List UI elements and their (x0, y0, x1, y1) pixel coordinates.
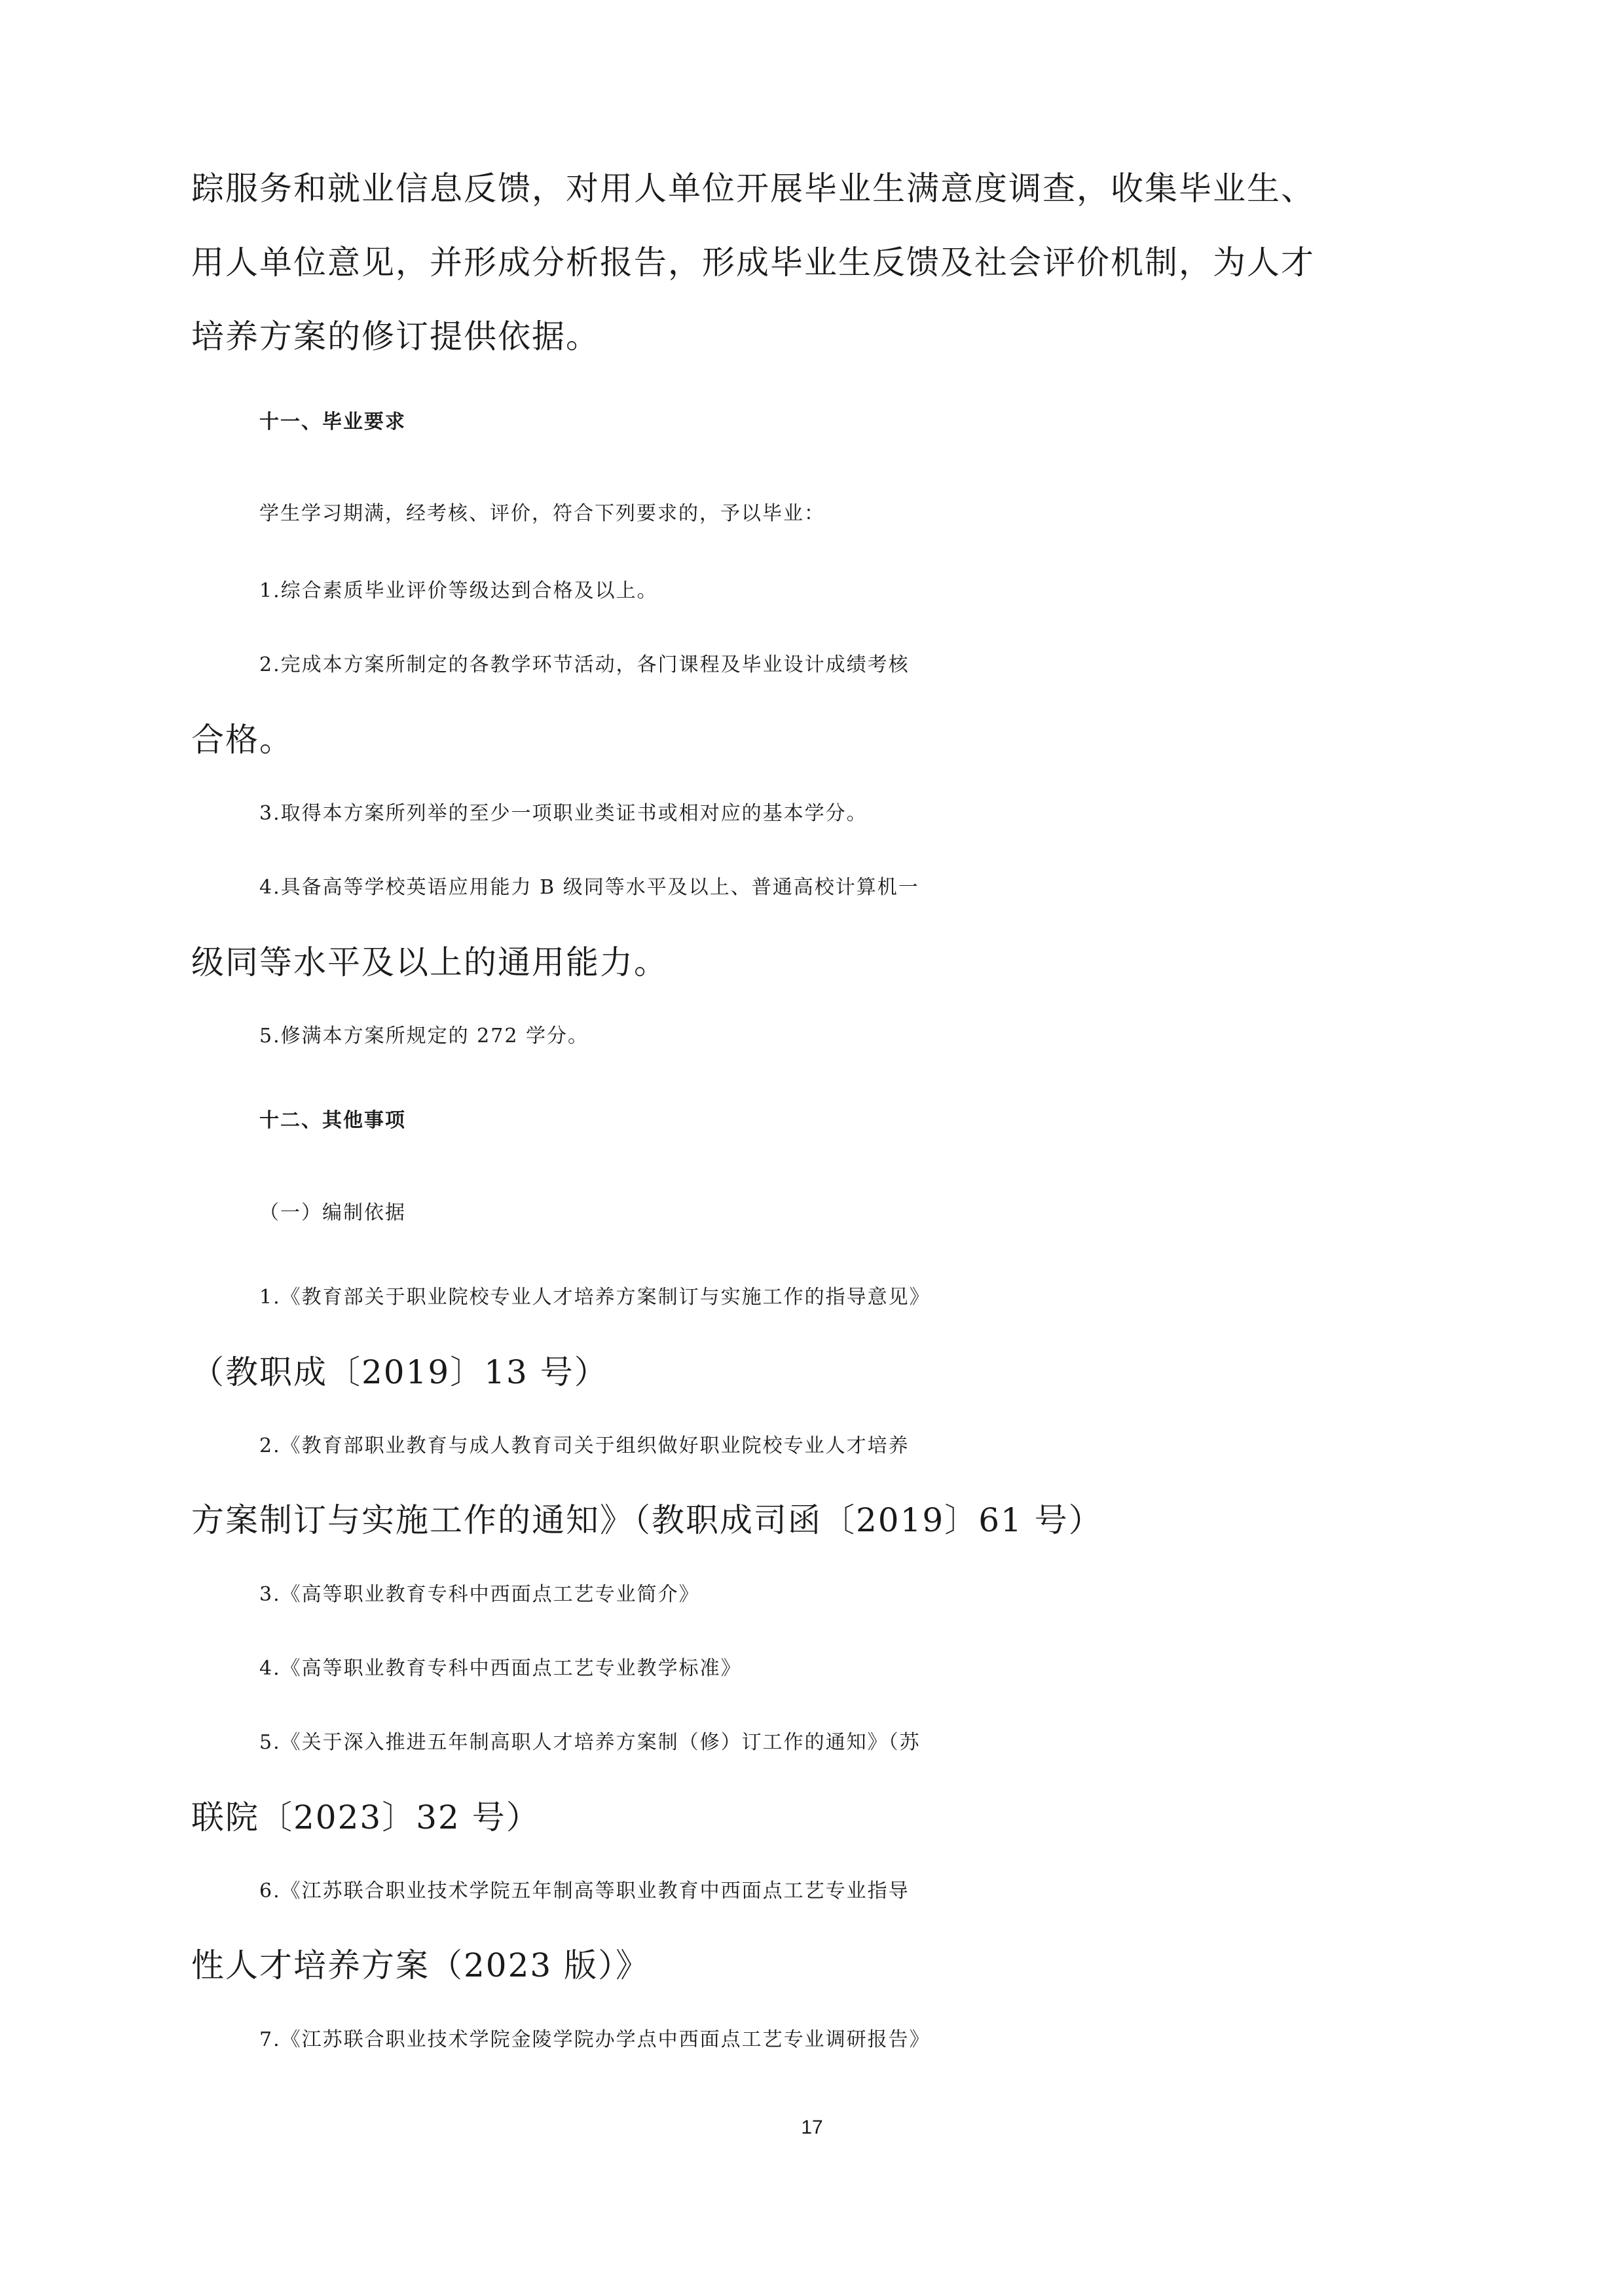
requirement-item-4-line-2: 级同等水平及以上的通用能力。 (191, 943, 668, 981)
basis-item-2-line-1: 2.《教育部职业教育与成人教育司关于组织做好职业院校专业人才培养 (259, 1434, 910, 1457)
section-12-subheading: （一）编制依据 (259, 1201, 406, 1224)
basis-item-5-line-1: 5.《关于深入推进五年制高职人才培养方案制（修）订工作的通知》（苏 (259, 1731, 921, 1754)
section-11-lead: 学生学习期满，经考核、评价，符合下列要求的，予以毕业： (259, 502, 825, 525)
basis-item-4: 4.《高等职业教育专科中西面点工艺专业教学标准》 (259, 1657, 742, 1680)
basis-item-5-line-2: 联院〔2023〕32 号） (191, 1798, 540, 1836)
basis-item-3: 3.《高等职业教育专科中西面点工艺专业简介》 (259, 1583, 700, 1606)
requirement-item-2-line-1: 2.完成本方案所制定的各教学环节活动，各门课程及毕业设计成绩考核 (259, 653, 910, 676)
basis-item-2-line-2: 方案制订与实施工作的通知》（教职成司函〔2019〕61 号） (191, 1501, 1103, 1539)
basis-item-1-line-2: （教职成〔2019〕13 号） (191, 1353, 608, 1391)
basis-item-6-line-2: 性人才培养方案（2023 版）》 (191, 1946, 650, 1984)
intro-line-3: 培养方案的修订提供依据。 (191, 318, 600, 355)
intro-line-2: 用人单位意见，并形成分析报告，形成毕业生反馈及社会评价机制，为人才 (191, 244, 1315, 282)
requirement-item-1: 1.综合素质毕业评价等级达到合格及以上。 (259, 579, 658, 602)
intro-line-1: 踪服务和就业信息反馈，对用人单位开展毕业生满意度调查，收集毕业生、 (191, 170, 1315, 208)
requirement-item-5: 5.修满本方案所规定的 272 学分。 (259, 1025, 589, 1048)
requirement-item-2-line-2: 合格。 (191, 721, 293, 759)
basis-item-7: 7.《江苏联合职业技术学院金陵学院办学点中西面点工艺专业调研报告》 (259, 2028, 931, 2051)
section-12-heading: 十二、其他事项 (259, 1109, 406, 1132)
basis-item-1-line-1: 1.《教育部关于职业院校专业人才培养方案制订与实施工作的指导意见》 (259, 1286, 931, 1309)
page-number: 17 (801, 2117, 823, 2138)
section-11-heading: 十一、毕业要求 (259, 410, 406, 433)
basis-item-6-line-1: 6.《江苏联合职业技术学院五年制高等职业教育中西面点工艺专业指导 (259, 1880, 910, 1903)
requirement-item-4-line-1: 4.具备高等学校英语应用能力 B 级同等水平及以上、普通高校计算机一 (259, 876, 919, 899)
requirement-item-3: 3.取得本方案所列举的至少一项职业类证书或相对应的基本学分。 (259, 802, 868, 825)
